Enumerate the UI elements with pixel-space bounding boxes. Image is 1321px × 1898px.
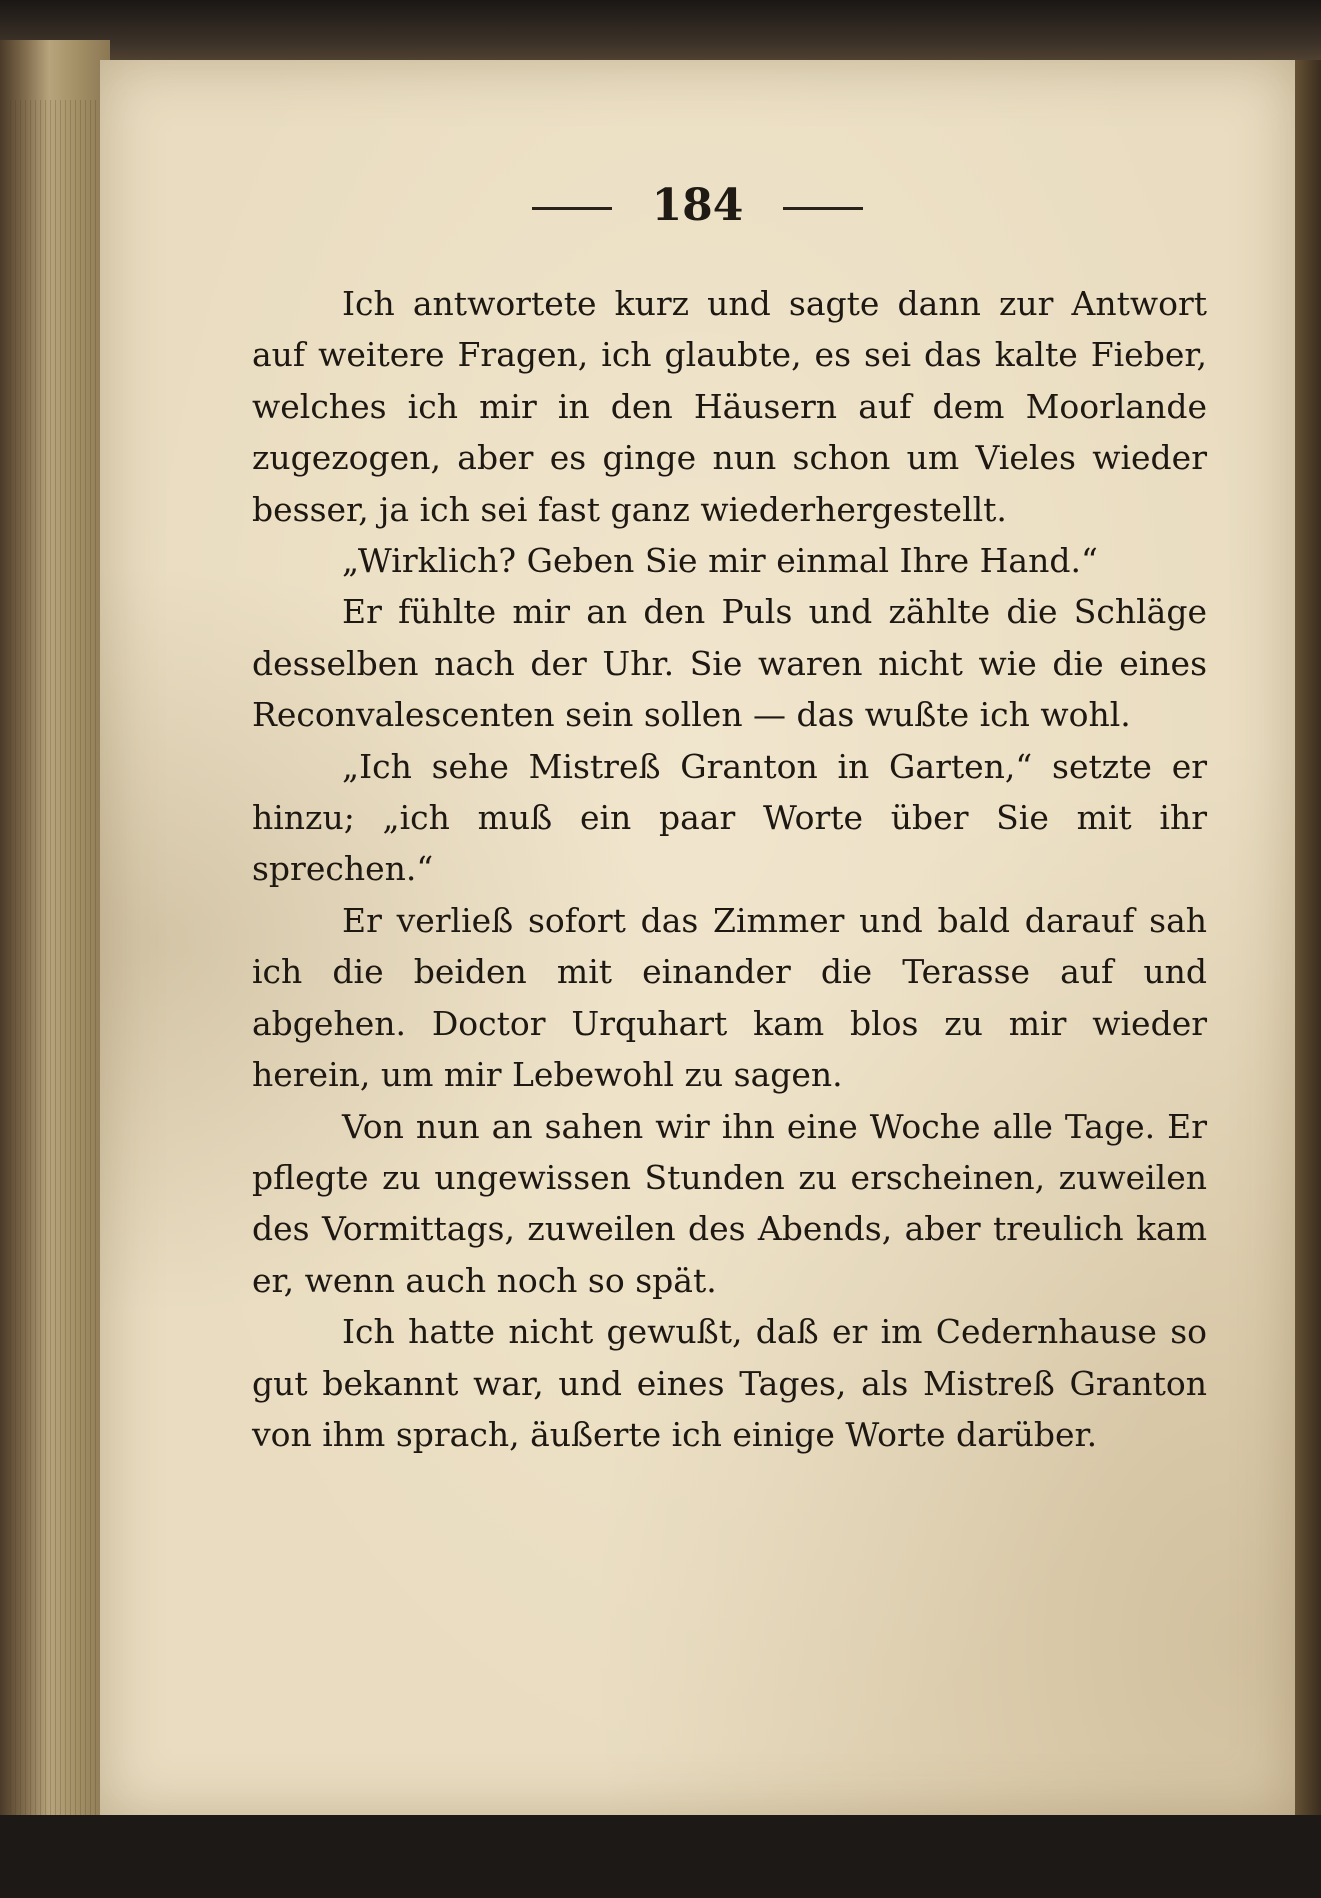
- page-edge-lines: [10, 100, 100, 1898]
- header-dash-left: [532, 207, 612, 210]
- paragraph-7: Ich hatte nicht gewußt, daß er im Cedernhause so gut bekannt war, und eines Tages, als Mistreß Granton von ihm sprach, äußerte ich einige Worte darüber.: [252, 1312, 1207, 1454]
- scan-background-bottom: [0, 1815, 1321, 1898]
- page-number: 184: [651, 180, 744, 231]
- body-text: [252, 278, 1207, 1460]
- paragraph-4: „Ich sehe Mistreß Granton in Garten,“ setzte er hinzu; „ich muß ein paar Worte über Sie mit ihr sprechen.“: [252, 746, 1207, 889]
- paragraph-6: Von nun an sahen wir ihn eine Woche alle Tage. Er pflegte zu ungewissen Stunden zu erscheinen, zuweilen des Vormittags, zuweilen des Abends, aber treulich kam er, wenn auch noch so spät.: [252, 1106, 1207, 1300]
- book-binding-right: [1291, 60, 1321, 1898]
- book-page-edges: [0, 40, 110, 1898]
- paragraph-2: „Wirklich? Geben Sie mir einmal Ihre Hand.“: [342, 541, 1098, 581]
- header-dash-right: [783, 207, 863, 210]
- paragraph-3: Er fühlte mir an den Puls und zählte die Schläge desselben nach der Uhr. Sie waren nicht wie die eines Reconvalescenten sein sollen — das wußte ich wohl.: [252, 592, 1207, 735]
- paragraph-1: Ich antwortete kurz und sagte dann zur Antwort auf weitere Fragen, ich glaubte, es sei das kalte Fieber, welches ich mir in den Häusern auf dem Moorlande zugezogen, aber es ginge nun schon um Vieles wieder besser, ja ich sei fast ganz wiederhergestellt.: [252, 284, 1207, 529]
- paragraph-5: Er verließ sofort das Zimmer und bald darauf sah ich die beiden mit einander die Terasse auf und abgehen. Doctor Urquhart kam blos zu mir wieder herein, um mir Lebewohl zu sagen.: [252, 900, 1207, 1095]
- page-header: [100, 180, 1295, 231]
